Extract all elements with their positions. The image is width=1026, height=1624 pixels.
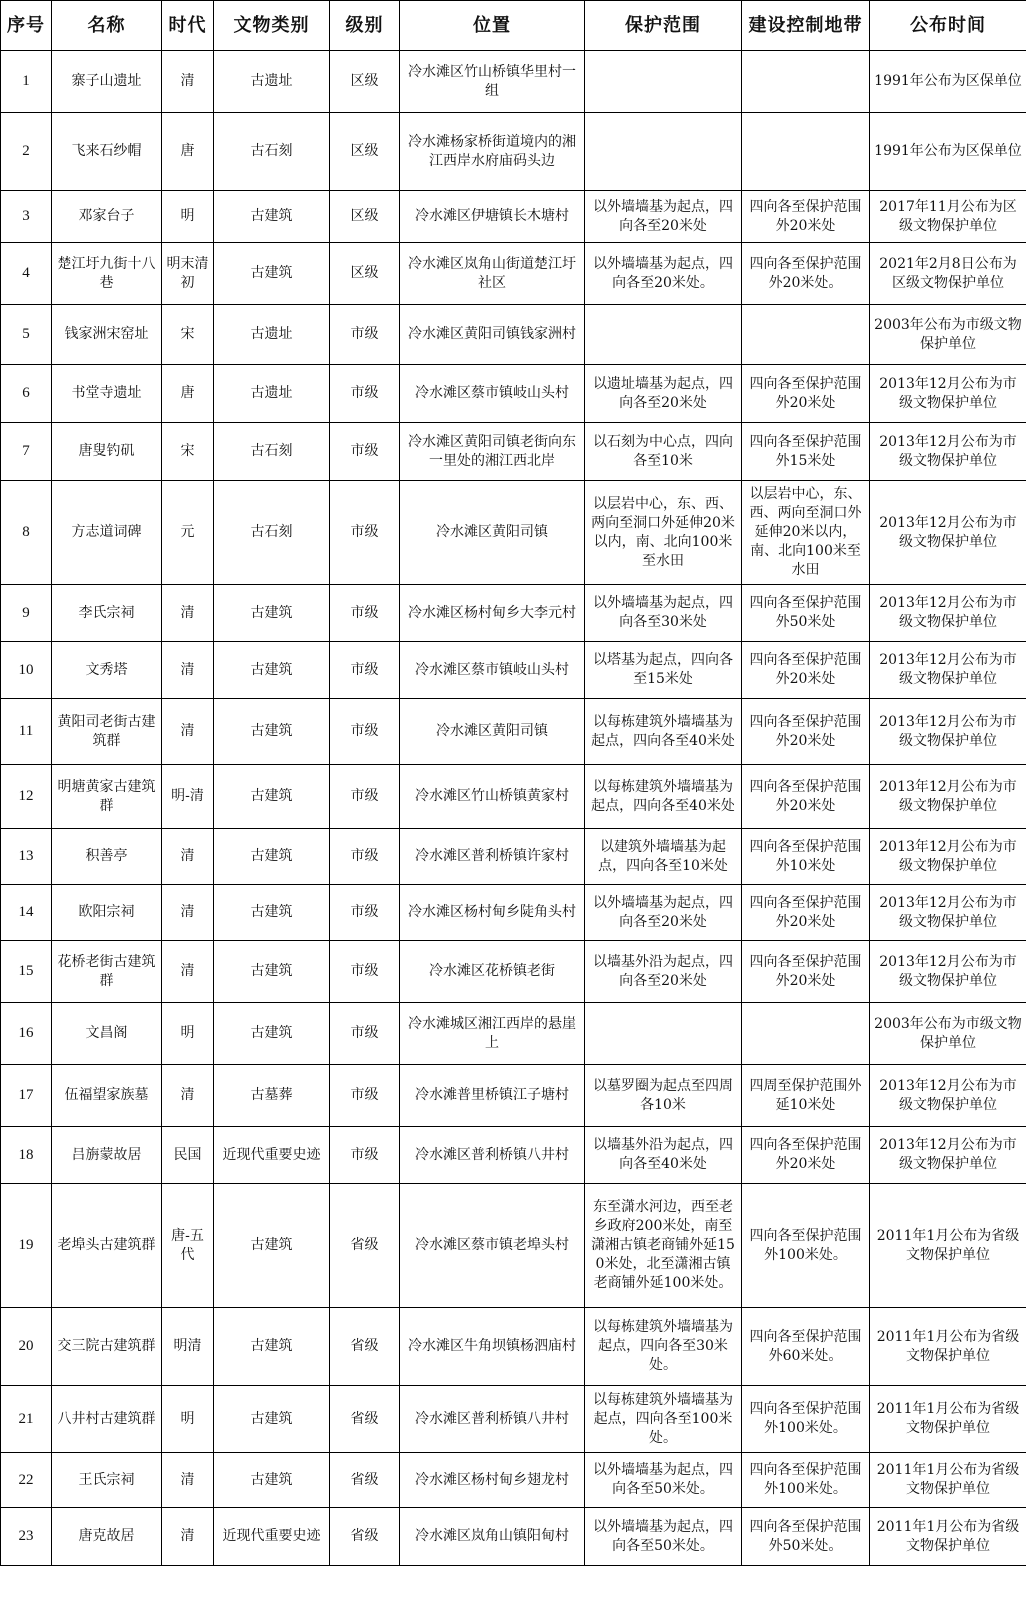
- cell-level: 区级: [330, 243, 400, 305]
- cell-level: 省级: [330, 1308, 400, 1386]
- cell-index: 12: [1, 765, 52, 829]
- header-name: 名称: [52, 1, 162, 51]
- cell-protection-range: [585, 113, 742, 191]
- cell-era: 唐: [162, 365, 214, 423]
- cell-location: 冷水滩区蔡市镇岐山头村: [400, 365, 585, 423]
- header-announced: 公布时间: [870, 1, 1026, 51]
- cell-index: 2: [1, 113, 52, 191]
- cell-name: 邓家台子: [52, 191, 162, 243]
- cell-protection-range: 以建筑外墙墙基为起点，四向各至10米处: [585, 829, 742, 885]
- cell-category: 古遗址: [214, 365, 330, 423]
- cell-protection-range: 以外墙墙基为起点，四向各至20米处: [585, 885, 742, 941]
- cell-announced: 2011年1月公布为省级文物保护单位: [870, 1308, 1026, 1386]
- cell-control-zone: 四向各至保护范围外100米处。: [742, 1453, 870, 1508]
- table-row: [1, 642, 1026, 699]
- cell-location: 冷水滩区蔡市镇老埠头村: [400, 1184, 585, 1308]
- cell-era: 清: [162, 885, 214, 941]
- cell-location: 冷水滩城区湘江西岸的悬崖上: [400, 1003, 585, 1065]
- cell-era: 明: [162, 191, 214, 243]
- cell-level: 市级: [330, 305, 400, 365]
- cell-level: 市级: [330, 1127, 400, 1184]
- cell-level: 市级: [330, 365, 400, 423]
- cell-name: 楚江圩九街十八巷: [52, 243, 162, 305]
- cell-index: 21: [1, 1386, 52, 1453]
- cell-index: 6: [1, 365, 52, 423]
- cell-name: 书堂寺遗址: [52, 365, 162, 423]
- cell-control-zone: [742, 305, 870, 365]
- cell-announced: 2011年1月公布为省级文物保护单位: [870, 1508, 1026, 1566]
- cell-announced: 2013年12月公布为市级文物保护单位: [870, 1065, 1026, 1127]
- header-level: 级别: [330, 1, 400, 51]
- cell-protection-range: 以每栋建筑外墙墙基为起点，四向各至40米处: [585, 699, 742, 765]
- cell-location: 冷水滩区黄阳司镇: [400, 481, 585, 585]
- cell-control-zone: 四向各至保护范围外20米处: [742, 1127, 870, 1184]
- cell-index: 4: [1, 243, 52, 305]
- cell-index: 23: [1, 1508, 52, 1566]
- cell-announced: 2013年12月公布为市级文物保护单位: [870, 365, 1026, 423]
- cell-name: 黄阳司老街古建筑群: [52, 699, 162, 765]
- cell-index: 11: [1, 699, 52, 765]
- cell-index: 1: [1, 51, 52, 113]
- cell-index: 15: [1, 941, 52, 1003]
- cell-protection-range: 以墓罗圈为起点至四周各10米: [585, 1065, 742, 1127]
- cell-level: 区级: [330, 191, 400, 243]
- cell-control-zone: 四向各至保护范围外20米处: [742, 765, 870, 829]
- cell-name: 王氏宗祠: [52, 1453, 162, 1508]
- table-row: [1, 829, 1026, 885]
- cell-announced: 1991年公布为区保单位: [870, 51, 1026, 113]
- cell-index: 13: [1, 829, 52, 885]
- table-row: [1, 365, 1026, 423]
- cell-era: 明清: [162, 1308, 214, 1386]
- table-row: [1, 1386, 1026, 1453]
- cell-announced: 2003年公布为市级文物保护单位: [870, 1003, 1026, 1065]
- cell-name: 方志道词碑: [52, 481, 162, 585]
- cell-location: 冷水滩区岚角山镇阳甸村: [400, 1508, 585, 1566]
- cell-level: 市级: [330, 481, 400, 585]
- cell-category: 古建筑: [214, 1003, 330, 1065]
- cell-category: 古建筑: [214, 699, 330, 765]
- table-row: [1, 1184, 1026, 1308]
- cell-era: 清: [162, 585, 214, 642]
- cell-category: 古建筑: [214, 829, 330, 885]
- cell-index: 5: [1, 305, 52, 365]
- cell-location: 冷水滩区杨村甸乡陡角头村: [400, 885, 585, 941]
- table-header-row: [1, 1, 1026, 51]
- cell-level: 市级: [330, 1065, 400, 1127]
- cell-category: 古建筑: [214, 941, 330, 1003]
- table-body: [1, 51, 1026, 1566]
- cell-category: 古建筑: [214, 1386, 330, 1453]
- cell-location: 冷水滩区黄阳司镇: [400, 699, 585, 765]
- table-row: [1, 243, 1026, 305]
- cell-location: 冷水滩区竹山桥镇华里村一组: [400, 51, 585, 113]
- table-row: [1, 885, 1026, 941]
- cell-control-zone: 四向各至保护范围外20米处: [742, 191, 870, 243]
- cell-control-zone: 四向各至保护范围外20米处: [742, 885, 870, 941]
- header-category: 文物类别: [214, 1, 330, 51]
- cell-level: 省级: [330, 1453, 400, 1508]
- cell-control-zone: 四向各至保护范围外50米处。: [742, 1508, 870, 1566]
- cell-announced: 2021年2月8日公布为区级文物保护单位: [870, 243, 1026, 305]
- cell-index: 14: [1, 885, 52, 941]
- cell-announced: 2013年12月公布为市级文物保护单位: [870, 885, 1026, 941]
- cell-era: 明末清初: [162, 243, 214, 305]
- cell-category: 古建筑: [214, 1308, 330, 1386]
- cell-control-zone: 以层岩中心，东、西、两向至洞口外延伸20米以内，南、北向100米至水田: [742, 481, 870, 585]
- cell-name: 寨子山遗址: [52, 51, 162, 113]
- table-row: [1, 1003, 1026, 1065]
- cell-era: 清: [162, 1508, 214, 1566]
- cell-name: 李氏宗祠: [52, 585, 162, 642]
- table-row: [1, 765, 1026, 829]
- cell-name: 伍福望家族墓: [52, 1065, 162, 1127]
- cell-protection-range: 以外墙墙基为起点，四向各至30米处: [585, 585, 742, 642]
- cell-category: 古墓葬: [214, 1065, 330, 1127]
- cell-era: 明: [162, 1003, 214, 1065]
- table-row: [1, 481, 1026, 585]
- cell-control-zone: 四向各至保护范围外50米处: [742, 585, 870, 642]
- cell-category: 古建筑: [214, 765, 330, 829]
- cell-category: 古石刻: [214, 423, 330, 481]
- cell-category: 古遗址: [214, 51, 330, 113]
- cell-era: 明-清: [162, 765, 214, 829]
- cell-name: 积善亭: [52, 829, 162, 885]
- cell-location: 冷水滩区普利桥镇许家村: [400, 829, 585, 885]
- cell-index: 10: [1, 642, 52, 699]
- cell-protection-range: 以外墙墙基为起点，四向各至20米处。: [585, 243, 742, 305]
- cell-level: 市级: [330, 765, 400, 829]
- cell-location: 冷水滩区牛角坝镇杨泗庙村: [400, 1308, 585, 1386]
- cell-announced: 2017年11月公布为区级文物保护单位: [870, 191, 1026, 243]
- table-row: [1, 941, 1026, 1003]
- cell-control-zone: 四向各至保护范围外100米处。: [742, 1184, 870, 1308]
- cell-name: 明塘黄家古建筑群: [52, 765, 162, 829]
- table-row: [1, 1508, 1026, 1566]
- cell-level: 市级: [330, 941, 400, 1003]
- cell-category: 古建筑: [214, 642, 330, 699]
- cell-category: 古建筑: [214, 1453, 330, 1508]
- cell-location: 冷水滩区伊塘镇长木塘村: [400, 191, 585, 243]
- cell-announced: 2013年12月公布为市级文物保护单位: [870, 481, 1026, 585]
- cell-index: 22: [1, 1453, 52, 1508]
- header-era: 时代: [162, 1, 214, 51]
- cell-level: 市级: [330, 885, 400, 941]
- cell-control-zone: 四向各至保护范围外20米处: [742, 699, 870, 765]
- cell-protection-range: 以遗址墙基为起点，四向各至20米处: [585, 365, 742, 423]
- cell-protection-range: 以外墙墙基为起点，四向各至50米处。: [585, 1508, 742, 1566]
- cell-category: 近现代重要史迹: [214, 1127, 330, 1184]
- table-row: [1, 1127, 1026, 1184]
- cell-name: 钱家洲宋窑址: [52, 305, 162, 365]
- cell-control-zone: [742, 1003, 870, 1065]
- cell-index: 19: [1, 1184, 52, 1308]
- cell-level: 市级: [330, 829, 400, 885]
- cell-level: 省级: [330, 1184, 400, 1308]
- cell-location: 冷水滩区普利桥镇八井村: [400, 1127, 585, 1184]
- cell-level: 市级: [330, 423, 400, 481]
- cell-era: 唐-五代: [162, 1184, 214, 1308]
- cell-announced: 2013年12月公布为市级文物保护单位: [870, 585, 1026, 642]
- cell-control-zone: 四向各至保护范围外20米处。: [742, 243, 870, 305]
- cell-level: 区级: [330, 51, 400, 113]
- cell-name: 唐叟钓矶: [52, 423, 162, 481]
- cell-control-zone: 四向各至保护范围外100米处。: [742, 1386, 870, 1453]
- cell-announced: 2011年1月公布为省级文物保护单位: [870, 1386, 1026, 1453]
- cell-protection-range: 以墙基外沿为起点，四向各至40米处: [585, 1127, 742, 1184]
- cell-name: 交三院古建筑群: [52, 1308, 162, 1386]
- table-row: [1, 51, 1026, 113]
- cell-protection-range: 以墙基外沿为起点，四向各至20米处: [585, 941, 742, 1003]
- cell-location: 冷水滩区岚角山街道楚江圩社区: [400, 243, 585, 305]
- cell-era: 清: [162, 699, 214, 765]
- header-location: 位置: [400, 1, 585, 51]
- cell-name: 花桥老街古建筑群: [52, 941, 162, 1003]
- cell-protection-range: 以塔基为起点，四向各至15米处: [585, 642, 742, 699]
- cell-level: 区级: [330, 113, 400, 191]
- cell-category: 古建筑: [214, 243, 330, 305]
- cell-control-zone: 四向各至保护范围外20米处: [742, 642, 870, 699]
- cell-location: 冷水滩区蔡市镇岐山头村: [400, 642, 585, 699]
- cell-location: 冷水滩区黄阳司镇老街向东一里处的湘江西北岸: [400, 423, 585, 481]
- cell-location: 冷水滩杨家桥街道境内的湘江西岸水府庙码头边: [400, 113, 585, 191]
- cell-category: 古建筑: [214, 191, 330, 243]
- cell-announced: 2013年12月公布为市级文物保护单位: [870, 699, 1026, 765]
- cell-protection-range: [585, 1003, 742, 1065]
- cell-location: 冷水滩区杨村甸乡大李元村: [400, 585, 585, 642]
- cell-era: 清: [162, 642, 214, 699]
- table-row: [1, 699, 1026, 765]
- cell-protection-range: 以每栋建筑外墙墙基为起点，四向各至100米处。: [585, 1386, 742, 1453]
- cell-control-zone: 四向各至保护范围外15米处: [742, 423, 870, 481]
- cell-protection-range: 以层岩中心，东、西、两向至洞口外延伸20米以内，南、北向100米至水田: [585, 481, 742, 585]
- table-row: [1, 1308, 1026, 1386]
- cell-control-zone: 四向各至保护范围外60米处。: [742, 1308, 870, 1386]
- cell-level: 省级: [330, 1386, 400, 1453]
- cell-era: 明: [162, 1386, 214, 1453]
- cell-category: 古建筑: [214, 885, 330, 941]
- cell-protection-range: 东至潇水河边，西至老乡政府200米处，南至潇湘古镇老商铺外延150米处，北至潇湘古镇老商铺外延100米处。: [585, 1184, 742, 1308]
- cell-index: 7: [1, 423, 52, 481]
- cell-era: 清: [162, 1453, 214, 1508]
- cell-name: 老埠头古建筑群: [52, 1184, 162, 1308]
- cell-announced: 2013年12月公布为市级文物保护单位: [870, 765, 1026, 829]
- cell-era: 民国: [162, 1127, 214, 1184]
- cell-era: 清: [162, 941, 214, 1003]
- cell-index: 3: [1, 191, 52, 243]
- cell-protection-range: 以每栋建筑外墙墙基为起点，四向各至40米处: [585, 765, 742, 829]
- cell-control-zone: [742, 113, 870, 191]
- cell-location: 冷水滩区竹山桥镇黄家村: [400, 765, 585, 829]
- cell-protection-range: 以每栋建筑外墙墙基为起点，四向各至30米处。: [585, 1308, 742, 1386]
- header-protection-range: 保护范围: [585, 1, 742, 51]
- cell-announced: 2011年1月公布为省级文物保护单位: [870, 1184, 1026, 1308]
- cell-protection-range: 以外墙墙基为起点，四向各至50米处。: [585, 1453, 742, 1508]
- cell-protection-range: [585, 51, 742, 113]
- header-index: 序号: [1, 1, 52, 51]
- table-row: [1, 423, 1026, 481]
- cell-protection-range: 以石刻为中心点，四向各至10米: [585, 423, 742, 481]
- cell-control-zone: 四周至保护范围外延10米处: [742, 1065, 870, 1127]
- table-row: [1, 113, 1026, 191]
- cell-level: 市级: [330, 699, 400, 765]
- cell-announced: 2013年12月公布为市级文物保护单位: [870, 642, 1026, 699]
- cell-announced: 2013年12月公布为市级文物保护单位: [870, 941, 1026, 1003]
- cell-era: 清: [162, 1065, 214, 1127]
- table-row: [1, 305, 1026, 365]
- cell-announced: 2013年12月公布为市级文物保护单位: [870, 829, 1026, 885]
- cell-era: 清: [162, 51, 214, 113]
- cell-era: 唐: [162, 113, 214, 191]
- cell-announced: 2011年1月公布为省级文物保护单位: [870, 1453, 1026, 1508]
- cell-index: 18: [1, 1127, 52, 1184]
- cell-control-zone: [742, 51, 870, 113]
- cell-era: 宋: [162, 305, 214, 365]
- table-row: [1, 585, 1026, 642]
- cell-era: 宋: [162, 423, 214, 481]
- cell-index: 20: [1, 1308, 52, 1386]
- cell-index: 16: [1, 1003, 52, 1065]
- cell-announced: 2013年12月公布为市级文物保护单位: [870, 1127, 1026, 1184]
- cell-category: 古遗址: [214, 305, 330, 365]
- cell-control-zone: 四向各至保护范围外20米处: [742, 365, 870, 423]
- cell-location: 冷水滩区花桥镇老街: [400, 941, 585, 1003]
- cell-name: 欧阳宗祠: [52, 885, 162, 941]
- table-row: [1, 1065, 1026, 1127]
- header-control-zone: 建设控制地带: [742, 1, 870, 51]
- cell-name: 飞来石纱帽: [52, 113, 162, 191]
- cell-category: 古建筑: [214, 585, 330, 642]
- cell-level: 市级: [330, 642, 400, 699]
- cell-announced: 2013年12月公布为市级文物保护单位: [870, 423, 1026, 481]
- cell-name: 唐克故居: [52, 1508, 162, 1566]
- cell-era: 清: [162, 829, 214, 885]
- cell-level: 市级: [330, 1003, 400, 1065]
- cell-protection-range: [585, 305, 742, 365]
- cell-location: 冷水滩区普利桥镇八井村: [400, 1386, 585, 1453]
- cell-name: 文秀塔: [52, 642, 162, 699]
- cell-control-zone: 四向各至保护范围外20米处: [742, 941, 870, 1003]
- cell-category: 古石刻: [214, 481, 330, 585]
- cell-index: 17: [1, 1065, 52, 1127]
- cell-index: 8: [1, 481, 52, 585]
- cell-name: 八井村古建筑群: [52, 1386, 162, 1453]
- cell-name: 文昌阁: [52, 1003, 162, 1065]
- cell-location: 冷水滩区黄阳司镇钱家洲村: [400, 305, 585, 365]
- cell-announced: 2003年公布为市级文物保护单位: [870, 305, 1026, 365]
- cell-category: 近现代重要史迹: [214, 1508, 330, 1566]
- cell-control-zone: 四向各至保护范围外10米处: [742, 829, 870, 885]
- cell-level: 省级: [330, 1508, 400, 1566]
- cell-era: 元: [162, 481, 214, 585]
- cell-category: 古建筑: [214, 1184, 330, 1308]
- cell-category: 古石刻: [214, 113, 330, 191]
- table-row: [1, 191, 1026, 243]
- cell-protection-range: 以外墙墙基为起点，四向各至20米处: [585, 191, 742, 243]
- cell-level: 市级: [330, 585, 400, 642]
- cell-name: 吕旃蒙故居: [52, 1127, 162, 1184]
- table-row: [1, 1453, 1026, 1508]
- cell-location: 冷水滩区杨村甸乡翅龙村: [400, 1453, 585, 1508]
- cell-announced: 1991年公布为区保单位: [870, 113, 1026, 191]
- cell-location: 冷水滩普里桥镇江子塘村: [400, 1065, 585, 1127]
- cell-index: 9: [1, 585, 52, 642]
